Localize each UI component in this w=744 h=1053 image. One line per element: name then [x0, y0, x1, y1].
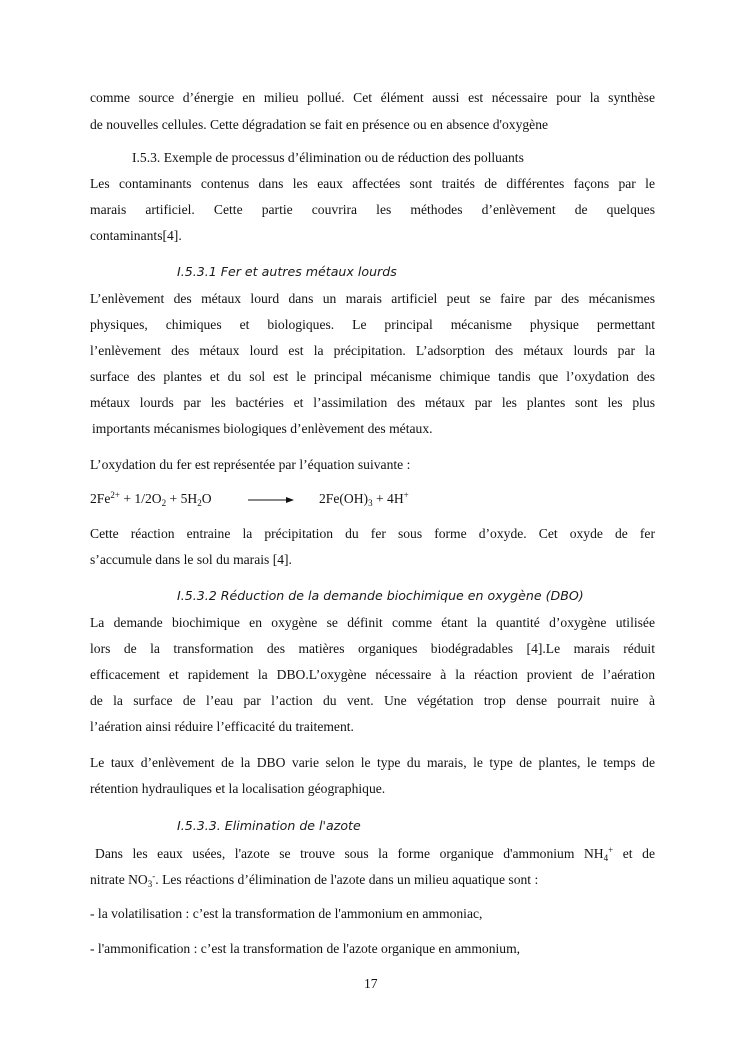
paragraph-line: marais artificiel. Cette partie couvrira les méthodes d’enlèvement de quelques [90, 202, 655, 217]
page-number: 17 [364, 976, 378, 991]
list-item: - la volatilisation : c’est la transformation de l'ammonium en ammoniac, [90, 906, 483, 921]
paragraph-line: métaux lourds par les bactéries et l’assimilation des métaux par les plantes sont les plus [90, 395, 655, 410]
section-heading: I.5.3. Exemple de processus d’élimination ou de réduction des polluants [132, 150, 524, 165]
paragraph-line: Le taux d’enlèvement de la DBO varie selon le type du marais, le type de plantes, le temps de [90, 755, 655, 770]
eq-fe: 2Fe [90, 491, 111, 506]
nh4-sup: + [608, 845, 614, 855]
paragraph-line: Les contaminants contenus dans les eaux affectées sont traités de différentes façons par le [90, 176, 655, 191]
paragraph-line: Cette réaction entraine la précipitation du fer sous forme d’oxyde. Cet oxyde de fer [90, 526, 655, 541]
subsection-heading: I.5.3.2 Réduction de la demande biochimique en oxygène (DBO) [177, 588, 584, 603]
eq-h2o-sub: 2 [197, 498, 202, 508]
eq-o2-sub: 2 [161, 498, 167, 508]
eq-h2o-o: O [201, 491, 212, 506]
paragraph-line: l’aération ainsi réduire l’efficacité du traitement. [90, 719, 354, 734]
paragraph-line: physiques, chimiques et biologiques. Le principal mécanisme physique permettant [90, 317, 655, 332]
eq-feoh: 2Fe(OH) [319, 491, 369, 506]
paragraph-line: efficacement et rapidement la DBO.L’oxygène nécessaire à la réaction provient de l’aération [90, 667, 655, 682]
equation-left [90, 490, 212, 508]
paragraph-line: contaminants[4]. [90, 228, 182, 243]
paragraph-line: importants mécanismes biologiques d’enlèvement des métaux. [92, 421, 433, 436]
eq-o2: + 1/2O [119, 491, 162, 506]
eq-h2o: + 5H [166, 491, 198, 506]
equation-right [319, 490, 409, 508]
paragraph-line: comme source d’énergie en milieu pollué. Cet élément aussi est nécessaire pour la synthèse [90, 90, 655, 105]
paragraph-line: L’oxydation du fer est représentée par l’équation suivante : [90, 457, 411, 472]
subsection-heading: I.5.3.1 Fer et autres métaux lourds [177, 264, 397, 279]
paragraph-line [95, 845, 655, 863]
eq-feoh-sub: 3 [368, 498, 373, 508]
no3-sub: 3 [147, 879, 153, 889]
eq-h: + 4H [372, 491, 404, 506]
eq-fe-charge: 2+ [110, 490, 120, 500]
no3-tail: . Les réactions d’élimination de l'azote dans un milieu aquatique sont : [155, 872, 539, 887]
subsection-heading: I.5.3.3. Elimination de l'azote [177, 818, 361, 833]
paragraph-line: l’enlèvement des métaux lourd est la précipitation. L’adsorption des métaux lourds par la [90, 343, 655, 358]
paragraph-line: surface des plantes et du sol est le principal mécanisme chimique tandis que l’oxydation des [90, 369, 655, 384]
eq-h-charge: + [403, 490, 409, 500]
list-item: - l'ammonification : c’est la transformation de l'azote organique en ammonium, [90, 941, 521, 956]
paragraph-line: L’enlèvement des métaux lourd dans un marais artificiel peut se faire par des mécanismes [90, 291, 655, 306]
nh4-tail: et de [613, 846, 655, 861]
nh4-sub: 4 [603, 853, 609, 863]
paragraph-line: La demande biochimique en oxygène se définit comme étant la quantité d’oxygène utilisée [90, 615, 655, 630]
reaction-arrow-icon [248, 496, 294, 504]
paragraph-line: rétention hydrauliques et la localisation géographique. [90, 781, 386, 796]
paragraph-line: lors de la transformation des matières organiques biodégradables [4].Le marais réduit [90, 641, 655, 656]
no3-text: nitrate NO [90, 872, 148, 887]
no3-sup: - [152, 871, 156, 881]
paragraph-line [90, 871, 538, 889]
paragraph-line: de la surface de l’eau par l’action du vent. Une végétation trop dense pourrait nuire à [90, 693, 655, 708]
nh4-text: Dans les eaux usées, l'azote se trouve sous la forme organique d'ammonium NH [95, 846, 604, 861]
paragraph-line: de nouvelles cellules. Cette dégradation se fait en présence ou en absence d'oxygène [90, 117, 549, 132]
paragraph-line: s’accumule dans le sol du marais [4]. [90, 552, 292, 567]
